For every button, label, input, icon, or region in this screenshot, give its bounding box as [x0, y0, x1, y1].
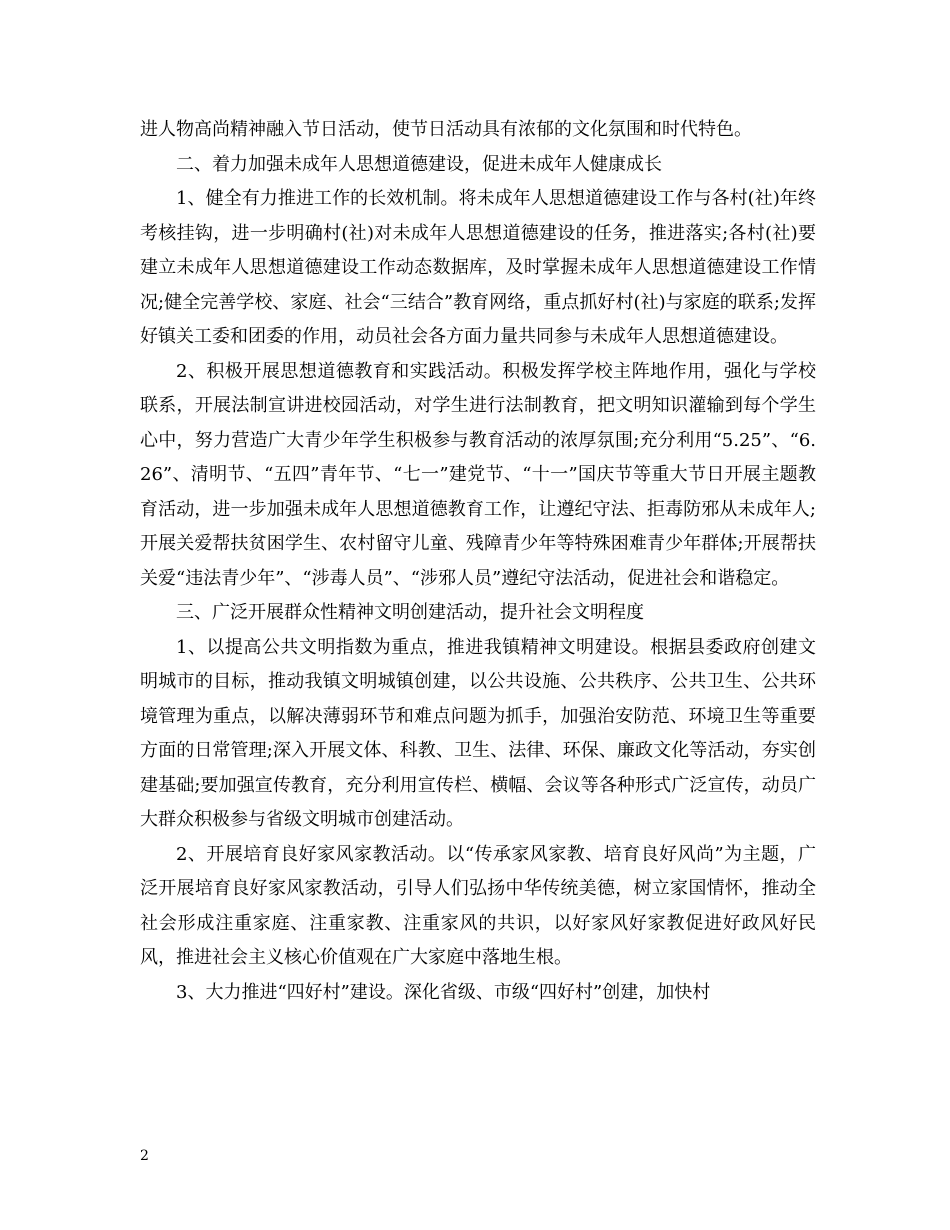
- section-heading-2: 二、着力加强未成年人思想道德建设，促进未成年人健康成长: [176, 153, 662, 175]
- document-body: [140, 113, 816, 1010]
- paragraph-family-tradition: 2、开展培育良好家风家教活动。以“传承家风家教、培育良好风尚”为主题，广泛开展培育良好家风家教活动，引导人们弘扬中华传统美德，树立家国情怀，推动全社会形成注重家庭、注重家教、注重家风的共识，以好家风好家教促进好政风好民风，推进社会主义核心价值观在广大家庭中落地生根。: [140, 843, 816, 968]
- paragraph-continuation: 进人物高尚精神融入节日活动，使节日活动具有浓郁的文化氛围和时代特色。: [140, 119, 752, 140]
- section-heading-3: 三、广泛开展群众性精神文明创建活动，提升社会文明程度: [176, 602, 644, 623]
- paragraph-long-term-mechanism: 1、健全有力推进工作的长效机制。将未成年人思想道德建设工作与各村(社)年终考核挂钩，进一步明确村(社)对未成年人思想道德建设的任务，推进落实;各村(社)要建立未成年人思想道德建设工作动态数据库，及时掌握未成年人思想道德建设工作情况;健全完善学校、家庭、社会“三结合”教育网络，重点抓好村(社)与家庭的联系;发挥好镇关工委和团委的作用，动员社会各方面力量共同参与未成年人思想道德建设。: [140, 188, 816, 347]
- paragraph-public-civility: 1、以提高公共文明指数为重点，推进我镇精神文明建设。根据县委政府创建文明城市的目标，推动我镇文明城镇创建，以公共设施、公共秩序、公共卫生、公共环境管理为重点，以解决薄弱环节和难点问题为抓手，加强治安防范、环境卫生等重要方面的日常管理;深入开展文体、科教、卫生、法律、环保、廉政文化等活动，夯实创建基础;要加强宣传教育，充分利用宣传栏、横幅、会议等各种形式广泛宣传，动员广大群众积极参与省级文明城市创建活动。: [140, 636, 816, 830]
- paragraph-four-good-villages: 3、大力推进“四好村”建设。深化省级、市级“四好村”创建，加快村: [176, 981, 711, 1003]
- page-number: 2: [140, 1148, 149, 1164]
- paragraph-moral-education: 2、积极开展思想道德教育和实践活动。积极发挥学校主阵地作用，强化与学校联系，开展法制宣讲进校园活动，对学生进行法制教育，把文明知识灌输到每个学生心中，努力营造广大青少年学生积极参与教育活动的浓厚氛围;充分利用“5.25”、“6.26”、清明节、“五四”青年节、“七一”建党节、“十一”国庆节等重大节日开展主题教育活动，进一步加强未成年人思想道德教育工作，让遵纪守法、拒毒防邪从未成年人;开展关爱帮扶贫困学生、农村留守儿童、残障青少年等特殊困难青少年群体;开展帮扶关爱“违法青少年”、“涉毒人员”、“涉邪人员”遵纪守法活动，促进社会和谐稳定。: [140, 360, 816, 589]
